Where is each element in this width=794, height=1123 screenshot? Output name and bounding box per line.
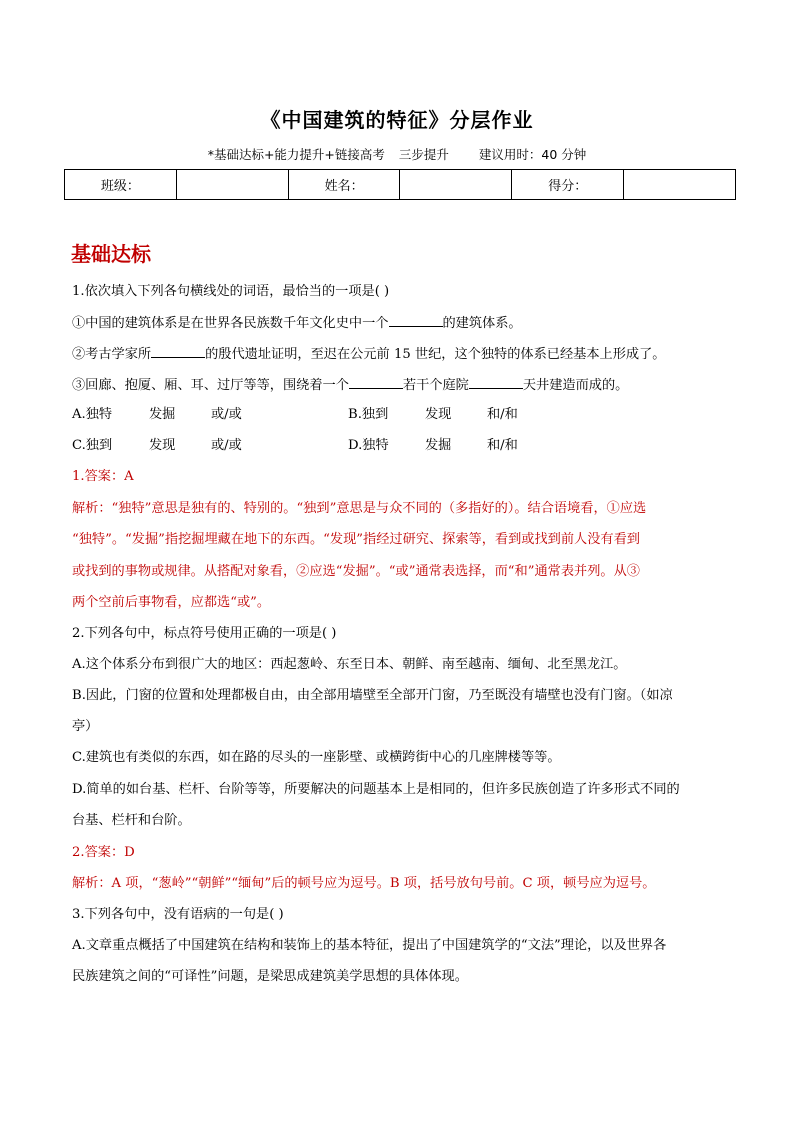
q1-option-a-word3: 或/或 [211,407,242,422]
q1-explanation-line-4: 两个空前后事物看，应都选“或”。 [72,595,271,610]
q1-s1-part-b: 的建筑体系。 [442,316,522,331]
name-field[interactable] [400,170,512,200]
class-field[interactable] [176,170,288,200]
q1-s2-part-a: ②考古学家所 [72,347,152,362]
q2-explanation: 解析：A 项，“葱岭”“朝鲜”“缅甸”后的顿号应为逗号。B 项，括号放句号前。C 项，顿号应为逗号。 [72,876,656,891]
score-field[interactable] [624,170,736,200]
q1-option-a-word1: A.独特 [72,407,113,422]
q2-option-d-line-2: 台基、栏杆和台阶。 [72,813,191,828]
q1-s3-part-b: 若干个庭院 [402,378,469,393]
q1-sentence-3 [72,375,732,396]
q2-option-d-line-1: D.简单的如台基、栏杆、台阶等等，所要解决的问题基本上是相同的，但许多民族创造了许多形式不同的 [72,782,680,797]
q1-option-d-word3: 和/和 [487,438,518,453]
name-label: 姓名： [288,170,400,200]
q3-stem: 3.下列各句中，没有语病的一句是( ) [72,907,284,922]
q1-option-b-word1: B.独到 [348,407,389,422]
q1-option-c-word1: C.独到 [72,438,113,453]
q1-explanation-line-1: 解析：“独特”意思是独有的、特别的。“独到”意思是与众不同的（多指好的）。结合语境看，①应选 [72,501,647,516]
q1-s2-part-b: 的殷代遗址证明，至迟在公元前 15 世纪，这个独特的体系已经基本上形成了。 [205,347,666,362]
section-heading: 基础达标 [71,242,151,266]
q1-explanation-line-3: 或找到的事物或规律。从搭配对象看，②应选“发掘”。“或”通常表选择，而“和”通常表并列。从③ [72,564,640,579]
q2-answer: 2.答案：D [72,845,135,860]
class-label: 班级： [65,170,177,200]
blank-line [389,313,443,327]
q1-option-b-word3: 和/和 [487,407,518,422]
blank-line [349,375,403,389]
q1-explanation-line-2: “独特”。“发掘”指挖掘埋藏在地下的东西。“发现”指经过研究、探索等，看到或找到前人没有看到 [72,532,640,547]
q3-option-a-line-2: 民族建筑之间的“可译性”问题，是梁思成建筑美学思想的具体体现。 [72,969,468,984]
q1-sentence-1 [72,313,732,334]
q1-stem: 1.依次填入下列各句横线处的词语，最恰当的一项是( ) [72,284,390,299]
q1-option-c-word2: 发现 [149,438,176,453]
q2-option-b-line-2: 亭） [72,719,99,734]
q1-option-b-word2: 发现 [425,407,452,422]
q1-s1-part-a: ①中国的建筑体系是在世界各民族数千年文化史中一个 [72,316,389,331]
blank-line [151,344,205,358]
q1-option-a-word2: 发掘 [149,407,176,422]
student-info-table [64,169,736,200]
q1-s3-part-a: ③回廊、抱厦、厢、耳、过厅等等，围绕着一个 [72,378,349,393]
subtitle-levels: *基础达标+能力提升+链接高考 [207,147,385,162]
subtitle-time: 建议用时：40 分钟 [478,147,587,162]
q1-option-d-word2: 发掘 [425,438,452,453]
q2-option-b-line-1: B.因此，门窗的位置和处理都极自由，由全部用墙壁至全部开门窗，乃至既没有墙壁也没有门窗。（如凉 [72,688,673,703]
blank-line [469,375,523,389]
score-label: 得分： [512,170,624,200]
q1-option-d-word1: D.独特 [348,438,389,453]
q2-option-a: A.这个体系分布到很广大的地区：西起葱岭、东至日本、朝鲜、南至越南、缅甸、北至黑龙江。 [72,657,627,672]
worksheet-subtitle [0,145,794,163]
q2-option-c: C.建筑也有类似的东西，如在路的尽头的一座影壁、或横跨街中心的几座牌楼等等。 [72,750,561,765]
q1-s3-part-c: 天井建造而成的。 [522,378,629,393]
subtitle-steps: 三步提升 [398,147,449,162]
q1-option-c-word3: 或/或 [211,438,242,453]
worksheet-title: 《中国建筑的特征》分层作业 [260,108,534,132]
q3-option-a-line-1: A.文章重点概括了中国建筑在结构和装饰上的基本特征，提出了中国建筑学的“文法”理论，以及世界各 [72,938,667,953]
q1-answer: 1.答案：A [72,469,134,484]
q2-stem: 2.下列各句中，标点符号使用正确的一项是( ) [72,626,337,641]
q1-sentence-2 [72,344,732,365]
